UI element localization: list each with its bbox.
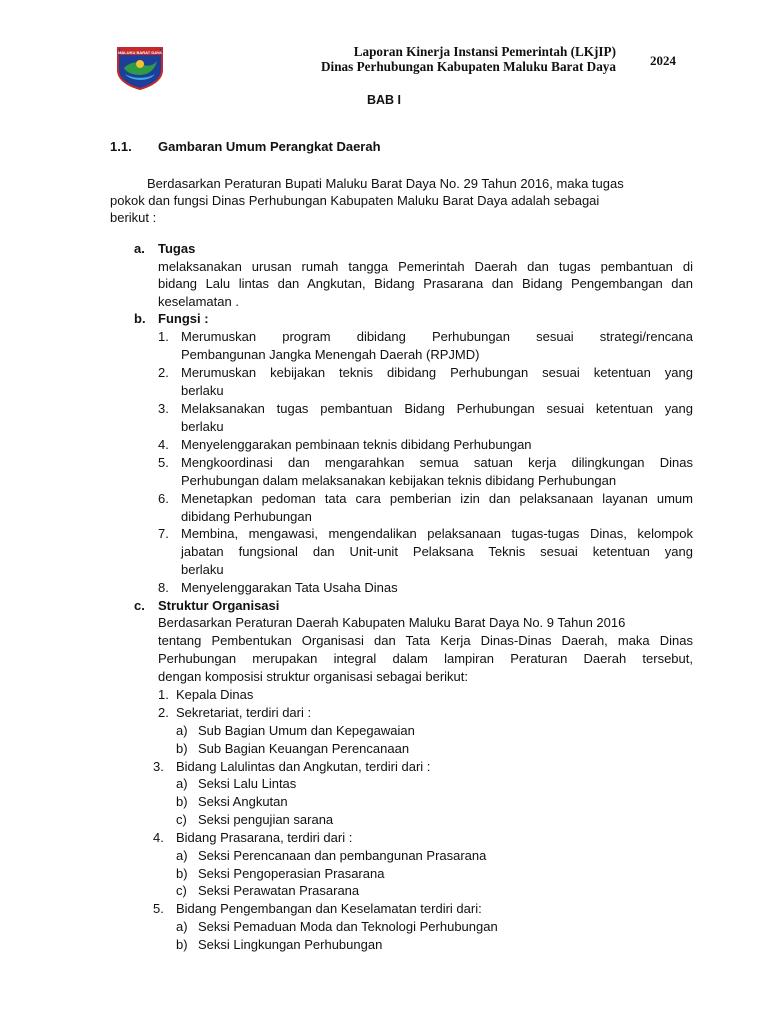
report-year: 2024 xyxy=(650,53,676,68)
tugas-line: keselamatan . xyxy=(158,294,239,309)
section-number: 1.1. xyxy=(110,139,132,154)
unit-label: Bidang Pengembangan dan Keselamatan terdiri dari: xyxy=(176,901,482,916)
fungsi-line: Menetapkan pedoman tata cara pemberian izin dan pelaksanaan layanan umum xyxy=(181,491,693,506)
sub-unit-marker: b) xyxy=(176,866,188,881)
section-title: Gambaran Umum Perangkat Daerah xyxy=(158,139,381,154)
unit-label: Bidang Prasarana, terdiri dari : xyxy=(176,830,353,845)
fungsi-num: 5. xyxy=(158,455,169,470)
sub-unit-marker: c) xyxy=(176,812,187,827)
fungsi-num: 7. xyxy=(158,526,169,541)
sub-unit-label: Seksi pengujian sarana xyxy=(198,812,334,827)
tugas-marker: a. xyxy=(134,241,145,256)
fungsi-line: Membina, mengawasi, mengendalikan pelaksanaan tugas-tugas Dinas, kelompok xyxy=(181,526,693,541)
fungsi-line: berlaku xyxy=(181,562,224,577)
fungsi-num: 1. xyxy=(158,329,169,344)
sub-unit-label: Seksi Lalu Lintas xyxy=(198,776,297,791)
fungsi-line: Pembangunan Jangka Menengah Daerah (RPJMD) xyxy=(181,347,480,362)
agency-name: Dinas Perhubungan Kabupaten Maluku Barat Daya xyxy=(321,59,616,74)
sub-unit-marker: a) xyxy=(176,919,188,934)
fungsi-line: berlaku xyxy=(181,383,224,398)
tugas-line: bidang Lalu lintas dan Angkutan, Bidang Prasarana dan Bidang Pengembangan dan xyxy=(158,276,693,291)
unit-label: Sekretariat, terdiri dari : xyxy=(176,705,312,720)
fungsi-line: jabatan fungsional dan Unit-unit Pelaksana Teknis sesuai ketentuan yang xyxy=(181,544,693,559)
unit-num: 5. xyxy=(153,901,164,916)
fungsi-num: 8. xyxy=(158,580,169,595)
sub-unit-label: Seksi Angkutan xyxy=(198,794,288,809)
fungsi-line: Melaksanakan tugas pembantuan Bidang Perhubungan sesuai ketentuan yang xyxy=(181,401,693,416)
tugas-line: melaksanakan urusan rumah tangga Pemerintah Daerah dan tugas pembantuan di xyxy=(158,259,693,274)
tugas-heading: Tugas xyxy=(158,241,196,256)
sub-unit-label: Seksi Pemaduan Moda dan Teknologi Perhubungan xyxy=(198,919,498,934)
fungsi-line: Merumuskan kebijakan teknis dibidang Perhubungan sesuai ketentuan yang xyxy=(181,365,693,380)
sub-unit-label: Sub Bagian Umum dan Kepegawaian xyxy=(198,723,415,738)
fungsi-line: Menyelenggarakan Tata Usaha Dinas xyxy=(181,580,398,595)
sub-unit-label: Seksi Pengoperasian Prasarana xyxy=(198,866,385,881)
unit-num: 1. xyxy=(158,687,169,702)
fungsi-line: Menyelenggarakan pembinaan teknis dibidang Perhubungan xyxy=(181,437,532,452)
sub-unit-label: Seksi Perawatan Prasarana xyxy=(198,883,360,898)
struktur-line: Berdasarkan Peraturan Daerah Kabupaten Maluku Barat Daya No. 9 Tahun 2016 xyxy=(158,615,626,630)
unit-label: Bidang Lalulintas dan Angkutan, terdiri dari : xyxy=(176,759,431,774)
struktur-line: tentang Pembentukan Organisasi dan Tata Kerja Dinas-Dinas Daerah, maka Dinas xyxy=(158,633,693,648)
sub-unit-label: Seksi Lingkungan Perhubungan xyxy=(198,937,383,952)
fungsi-line: Mengkoordinasi dan mengarahkan semua satuan kerja dilingkungan Dinas xyxy=(181,455,693,470)
struktur-line: dengan komposisi struktur organisasi sebagai berikut: xyxy=(158,669,469,684)
fungsi-line: Perhubungan dalam melaksanakan kebijakan teknis dibidang Perhubungan xyxy=(181,473,617,488)
unit-label: Kepala Dinas xyxy=(176,687,254,702)
intro-line: Berdasarkan Peraturan Bupati Maluku Barat Daya No. 29 Tahun 2016, maka tugas xyxy=(147,176,624,191)
sub-unit-marker: a) xyxy=(176,723,188,738)
report-title: Laporan Kinerja Instansi Pemerintah (LKjIP) xyxy=(353,44,616,59)
fungsi-marker: b. xyxy=(134,311,146,326)
regency-logo xyxy=(115,44,165,90)
chapter-heading: BAB I xyxy=(366,93,402,107)
sub-unit-marker: b) xyxy=(176,741,188,756)
struktur-heading: Struktur Organisasi xyxy=(158,598,280,613)
sub-unit-label: Sub Bagian Keuangan Perencanaan xyxy=(198,741,410,756)
fungsi-heading: Fungsi : xyxy=(158,311,209,326)
sub-unit-label: Seksi Perencanaan dan pembangunan Prasarana xyxy=(198,848,487,863)
sub-unit-marker: a) xyxy=(176,848,188,863)
fungsi-num: 2. xyxy=(158,365,169,380)
unit-num: 4. xyxy=(153,830,164,845)
fungsi-line: berlaku xyxy=(181,419,224,434)
unit-num: 2. xyxy=(158,705,169,720)
fungsi-num: 6. xyxy=(158,491,169,506)
fungsi-num: 4. xyxy=(158,437,169,452)
logo-text: MALUKU BARAT DAYA xyxy=(118,49,162,55)
sub-unit-marker: a) xyxy=(176,776,188,791)
struktur-marker: c. xyxy=(134,598,145,613)
intro-line: pokok dan fungsi Dinas Perhubungan Kabupaten Maluku Barat Daya adalah sebagai xyxy=(110,193,600,208)
fungsi-line: dibidang Perhubungan xyxy=(181,509,312,524)
sub-unit-marker: b) xyxy=(176,794,188,809)
unit-num: 3. xyxy=(153,759,164,774)
fungsi-line: Merumuskan program dibidang Perhubungan sesuai strategi/rencana xyxy=(181,329,693,344)
sub-unit-marker: b) xyxy=(176,937,188,952)
sub-unit-marker: c) xyxy=(176,883,187,898)
fungsi-num: 3. xyxy=(158,401,169,416)
intro-line: berikut : xyxy=(110,210,157,225)
struktur-line: Perhubungan merupakan integral dalam lampiran Peraturan Daerah tersebut, xyxy=(158,651,693,666)
